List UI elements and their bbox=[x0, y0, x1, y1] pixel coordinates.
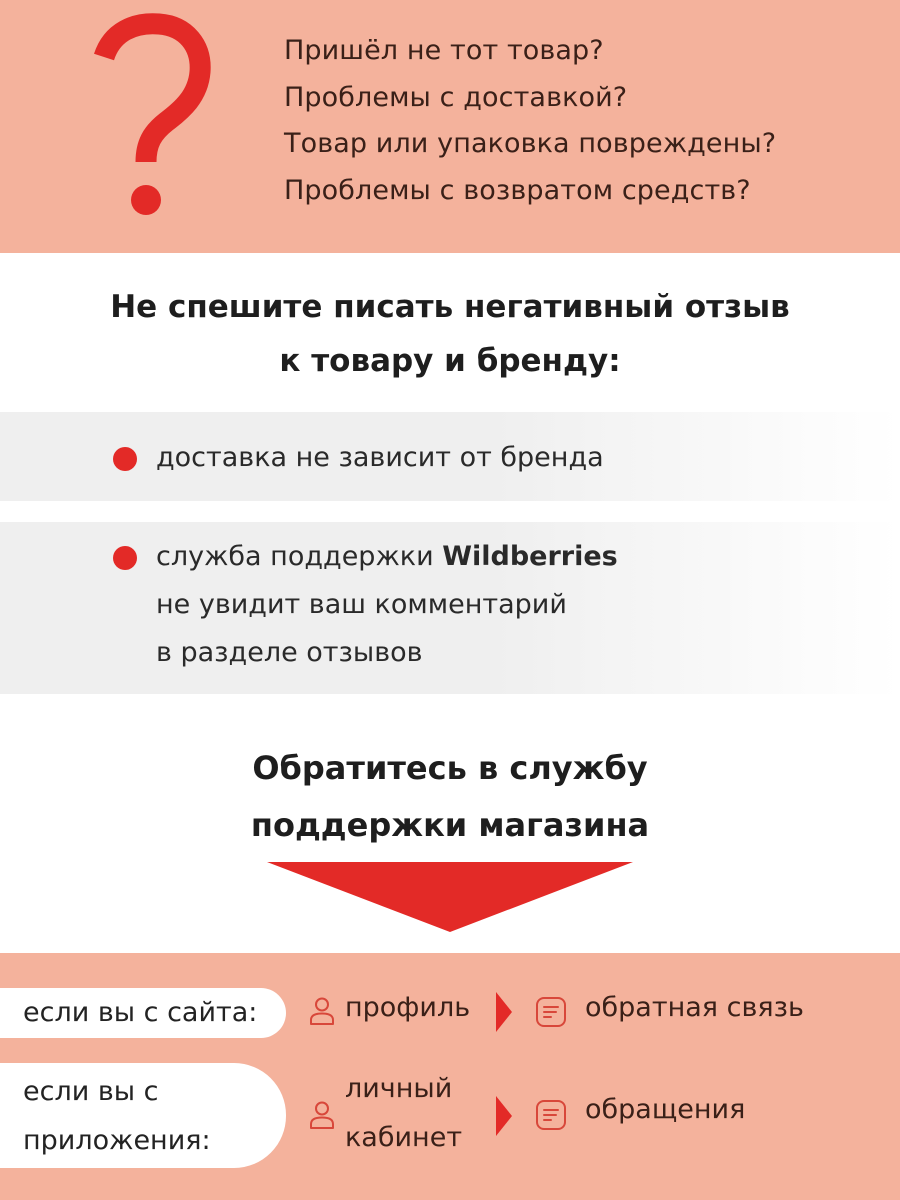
user-icon bbox=[307, 996, 337, 1026]
question-item: Пришёл не тот товар? bbox=[284, 35, 604, 66]
reason-item bbox=[113, 434, 604, 482]
reason-text: не увидит ваш комментарий bbox=[156, 589, 567, 620]
reason-text: в разделе отзывов bbox=[156, 637, 423, 668]
question-mark-icon bbox=[74, 0, 234, 234]
reason-text: служба поддержки bbox=[156, 541, 443, 572]
source-label-line: если вы с bbox=[23, 1076, 159, 1107]
question-item: Товар или упаковка повреждены? bbox=[284, 128, 777, 159]
chevron-right-icon bbox=[496, 1096, 512, 1136]
question-item: Проблемы с доставкой? bbox=[284, 81, 628, 113]
reason-item bbox=[113, 533, 618, 677]
source-label-text bbox=[23, 1067, 211, 1165]
step-profile: профиль bbox=[345, 992, 471, 1023]
warning-heading-line: Не спешите писать негативный отзыв bbox=[110, 289, 790, 325]
chevron-right-icon bbox=[496, 992, 512, 1032]
bullet-dot-icon bbox=[113, 447, 137, 471]
step-personal-account bbox=[345, 1064, 462, 1162]
warning-heading-line: к товару и бренду: bbox=[279, 343, 621, 379]
source-label-line: приложения: bbox=[23, 1125, 211, 1156]
step-requests: обращения bbox=[585, 1094, 746, 1125]
source-label-app bbox=[0, 1063, 286, 1168]
question-list bbox=[284, 28, 776, 214]
question-item: Проблемы с возвратом средств? bbox=[284, 174, 751, 206]
cta-heading-line: поддержки магазина bbox=[250, 806, 650, 844]
message-icon bbox=[535, 996, 567, 1028]
down-arrow-triangle-icon bbox=[267, 862, 633, 932]
source-label-site bbox=[0, 988, 286, 1038]
step-label-line: личный bbox=[345, 1073, 453, 1104]
step-label-line: кабинет bbox=[345, 1122, 463, 1153]
cta-heading-line: Обратитесь в службу bbox=[252, 749, 648, 787]
user-icon bbox=[307, 1100, 337, 1130]
step-feedback: обратная связь bbox=[585, 992, 804, 1023]
bullet-dot-icon bbox=[113, 546, 137, 570]
source-label-text: если вы с сайта: bbox=[23, 997, 258, 1028]
warning-heading bbox=[0, 280, 900, 388]
brand-name: Wildberries bbox=[442, 541, 618, 572]
reason-text-line bbox=[156, 533, 618, 581]
reason-text: доставка не зависит от бренда bbox=[156, 442, 604, 473]
message-icon bbox=[535, 1099, 567, 1131]
cta-heading bbox=[0, 740, 900, 854]
